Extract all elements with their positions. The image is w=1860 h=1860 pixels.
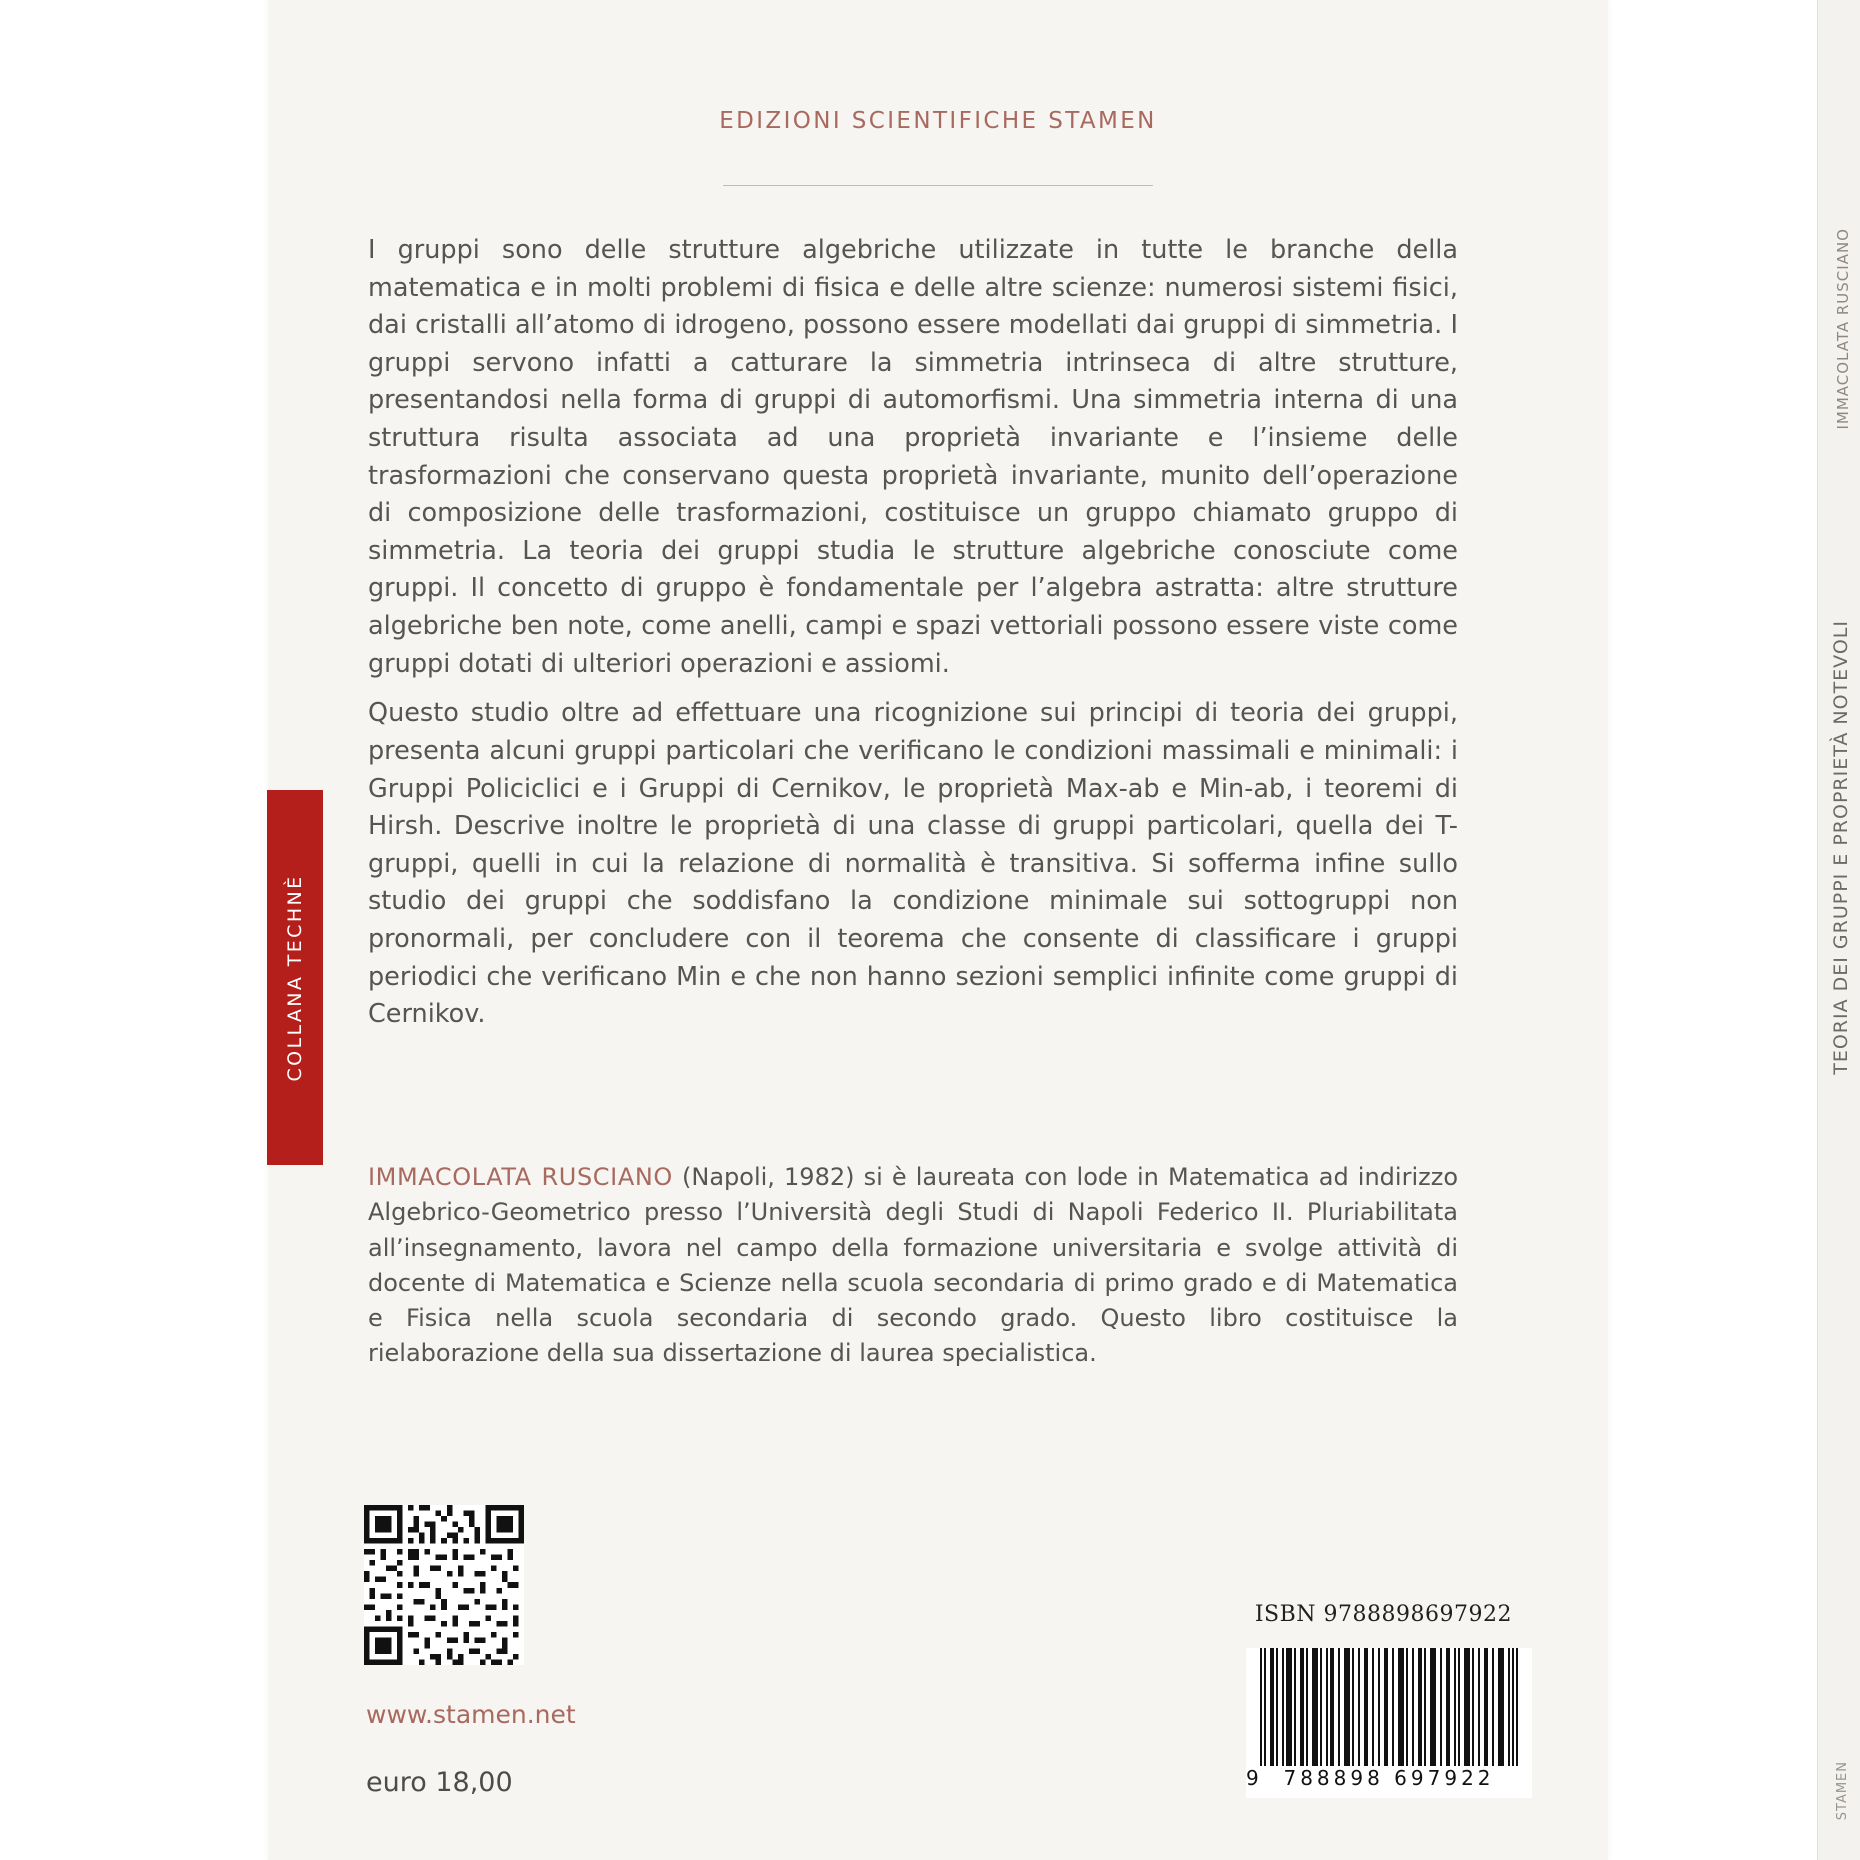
collana-tab [267,790,323,1165]
spine-title: TEORIA DEI GRUPPI E PROPRIETÀ NOTEVOLI [1830,620,1852,1075]
cover-panel [268,0,1608,1860]
spine-publisher: STAMEN [1835,1760,1850,1820]
barcode-bars [1260,1648,1518,1766]
barcode-icon [1246,1648,1532,1798]
author-bio [368,1160,1458,1372]
blurb-paragraph-1: I gruppi sono delle strutture algebriche utilizzate in tutte le branche della matematica e in molti problemi di fisica e delle altre scienze: numerosi sistemi fisici, dai cristalli all’atomo di idrogeno, possono essere modellati dai gruppi di simmetria. I gruppi servono infatti a catturare la simmetria intrinseca di altre strutture, presentandosi nella forma di gruppi di automorfismi. Una simmetria interna di una struttura risulta associata ad una proprietà invariante e l’insieme delle trasformazioni che conservano questa proprietà invariante, munito dell’operazione di composizione delle trasformazioni, costituisce un gruppo chiamato gruppo di simmetria. La teoria dei gruppi studia le strutture algebriche conosciute come gruppi. Il concetto di gruppo è fondamentale per l’algebra astratta: altre strutture algebriche ben note, come anelli, campi e spazi vettoriali possono essere viste come gruppi dotati di ulteriori operazioni e assiomi. [368,235,1458,679]
qr-code-icon [364,1505,524,1665]
website-link[interactable]: www.stamen.net [366,1700,576,1729]
book-spine [1817,0,1860,1860]
barcode-digits: 788898 697922 [1283,1766,1495,1790]
qr-code-svg [364,1505,524,1665]
price-label: euro 18,00 [366,1767,513,1798]
author-bio-text: (Napoli, 1982) si è laureata con lode in Matematica ad indirizzo Algebrico-Geometrico presso l’Università degli Studi di Napoli Federico II. Pluriabilitata all’insegnamento, lavora nel campo della formazione universitaria e svolge attività di docente di Matematica e Scienze nella scuola secondaria di primo grado e di Matematica e Fisica nella scuola secondaria di secondo grado. Questo libro costituisce la rielaborazione della sua dissertazione di laurea specialistica. [368,1163,1458,1368]
collana-label: COLLANA TECHNÈ [284,873,306,1082]
spine-author: IMMACOLATA RUSCIANO [1834,228,1852,430]
blurb-paragraph-2: Questo studio oltre ad effettuare una ricognizione sui principi di teoria dei gruppi, presenta alcuni gruppi particolari che verificano le condizioni massimali e minimali: i Gruppi Policiclici e i Gruppi di Cernikov, le proprietà Max-ab e Min-ab, i teoremi di Hirsh. Descrive inoltre le proprietà di una classe di gruppi particolari, quella dei T-gruppi, quelli in cui la relazione di normalità è transitiva. Si sofferma infine sullo studio dei gruppi che soddisfano la condizione minimale sui sottogruppi non pronormali, per concludere con il teorema che consente di classificare i gruppi periodici che verificano Min e che non hanno sezioni semplici infinite come gruppi di Cernikov. [368,698,1458,1030]
blurb-text [368,232,1458,1034]
barcode-digit-left: 9 [1246,1766,1259,1790]
publisher-header: EDIZIONI SCIENTIFICHE STAMEN [719,108,1157,134]
isbn-label: ISBN 9788898697922 [1254,1602,1512,1627]
author-name: IMMACOLATA RUSCIANO [368,1163,673,1191]
header-divider [723,185,1153,186]
